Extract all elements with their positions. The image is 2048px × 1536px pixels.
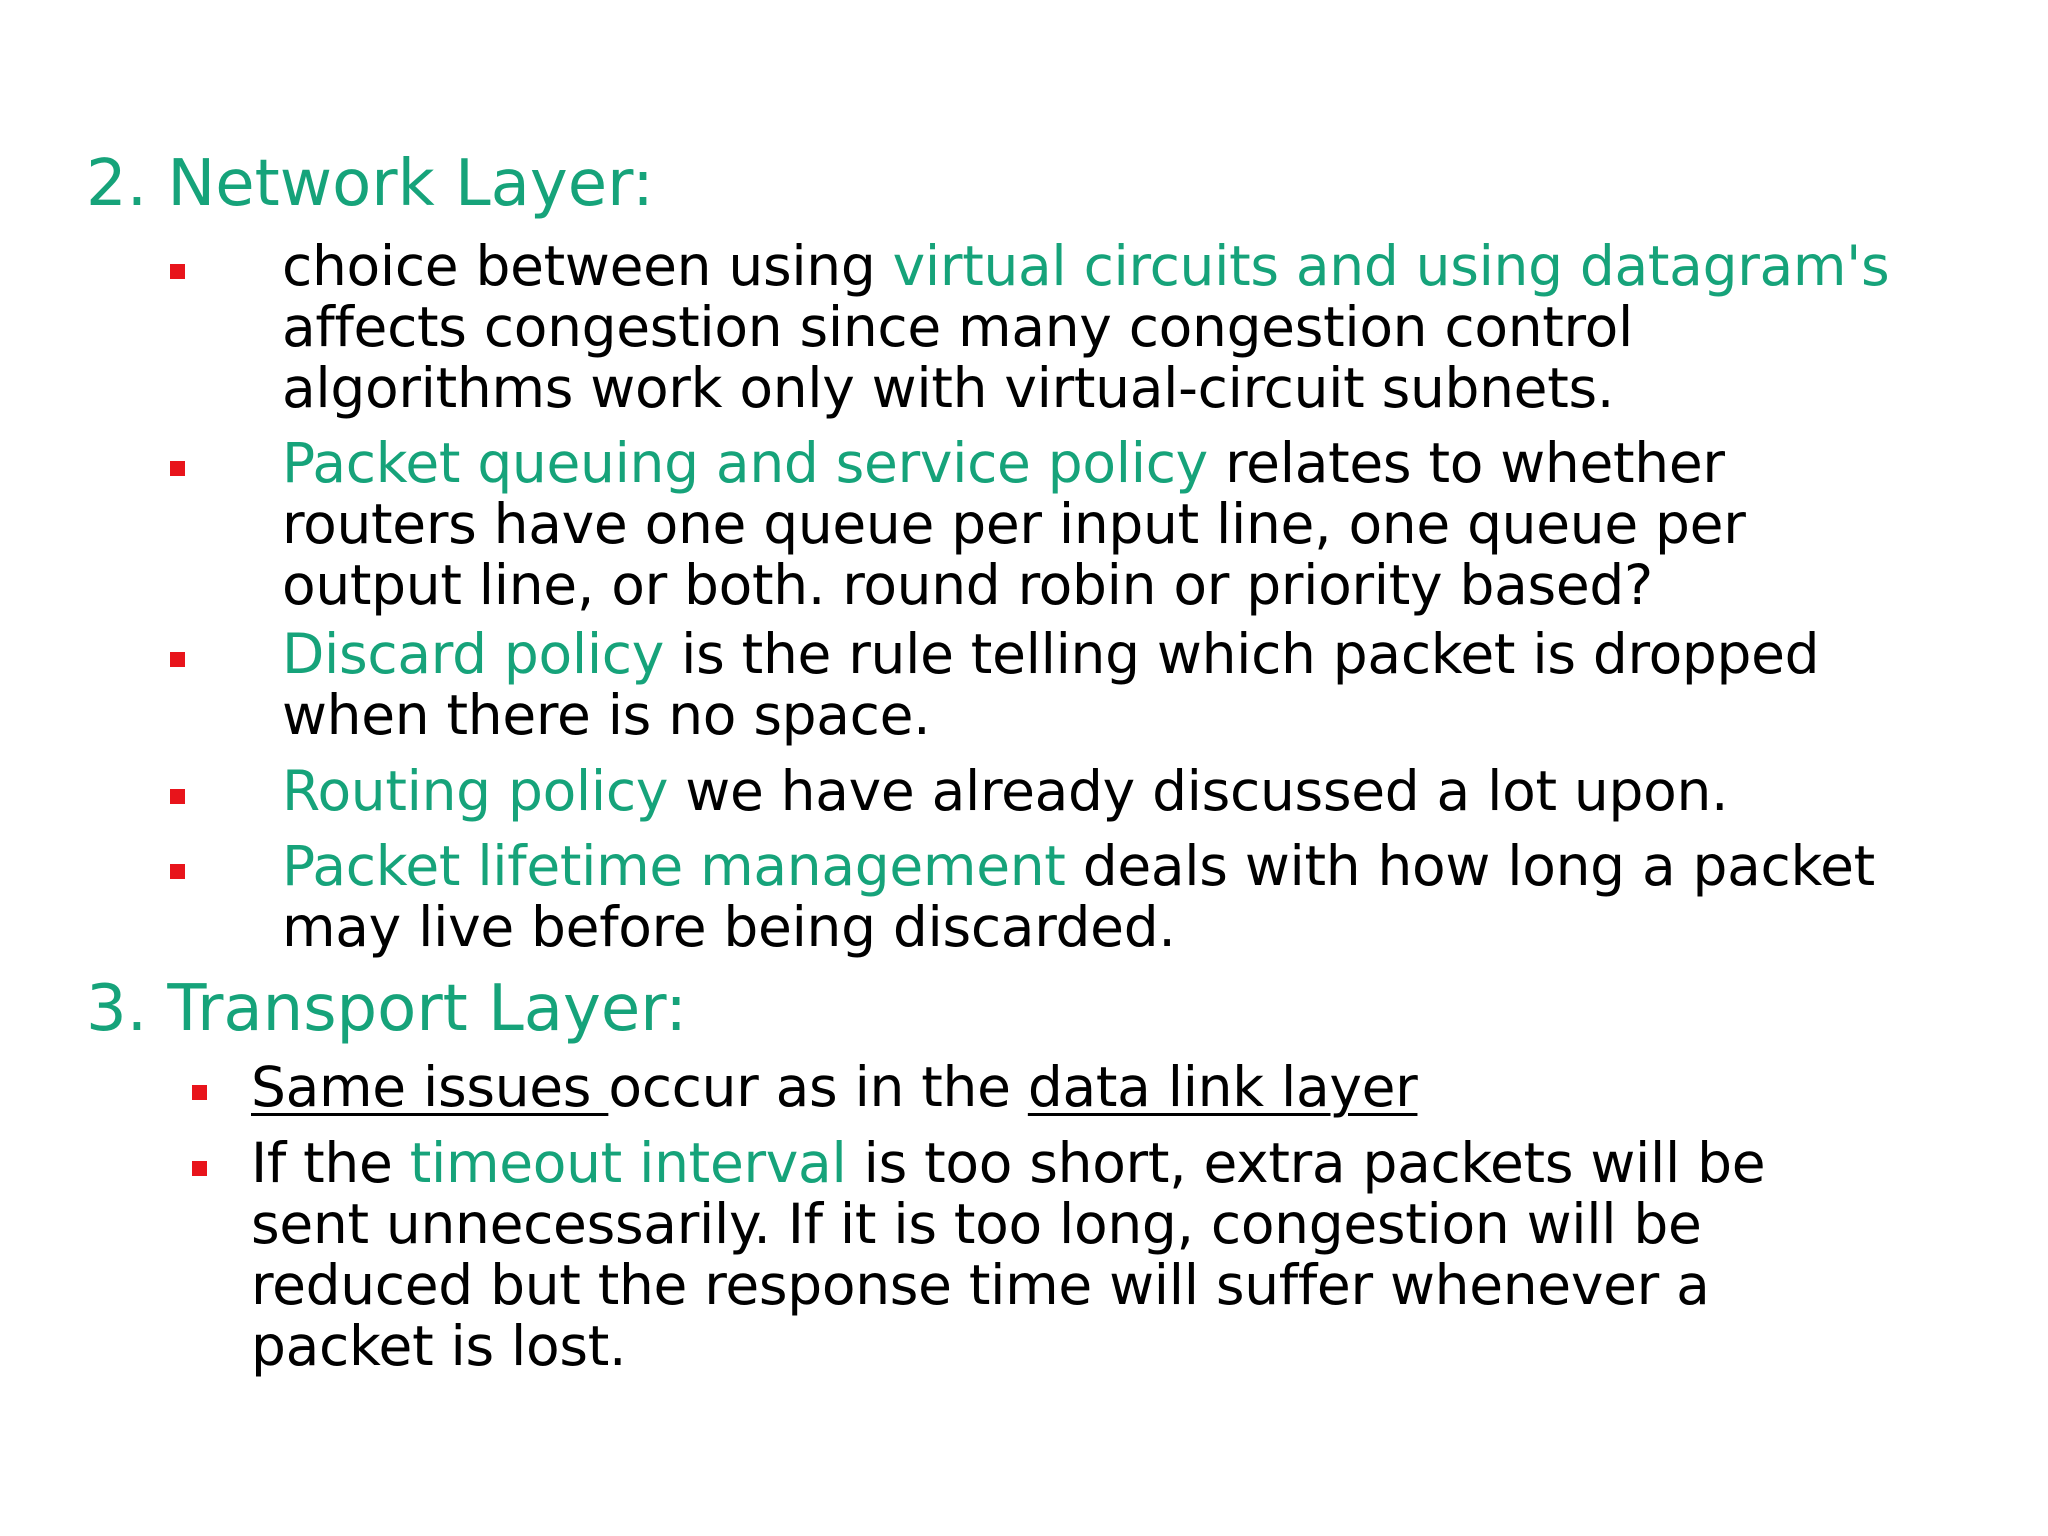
text-line: [282, 836, 1875, 897]
text-line: [282, 236, 1889, 297]
body-text: is too short, extra packets will be: [846, 1131, 1766, 1195]
body-text: sent unnecessarily. If it is too long, congestion will be: [251, 1192, 1702, 1256]
network-bullet-item: [282, 433, 1746, 616]
transport-layer-heading: 3. Transport Layer:: [86, 972, 687, 1046]
network-bullet-item: [282, 624, 1819, 746]
highlighted-term: Packet queuing and service policy: [282, 431, 1208, 495]
text-line: [251, 1316, 1765, 1377]
body-text: is the rule telling which packet is dropped: [663, 622, 1820, 686]
highlighted-term: Routing policy: [282, 759, 669, 823]
red-square-bullet-icon: [170, 461, 185, 476]
red-square-bullet-icon: [192, 1085, 207, 1100]
text-line: [251, 1057, 1417, 1118]
red-square-bullet-icon: [170, 652, 185, 667]
text-line: [251, 1194, 1765, 1255]
body-text: we have already discussed a lot upon.: [668, 759, 1729, 823]
text-line: [251, 1255, 1765, 1316]
body-text: If the: [251, 1131, 410, 1195]
text-line: [282, 897, 1875, 958]
text-line: [282, 358, 1889, 419]
body-text: deals with how long a packet: [1065, 834, 1875, 898]
highlighted-term: timeout interval: [409, 1131, 847, 1195]
underlined-text: Same issues: [251, 1055, 609, 1119]
underlined-text: data link layer: [1027, 1055, 1418, 1119]
body-text: may live before being discarded.: [282, 895, 1176, 959]
text-line: [282, 297, 1889, 358]
highlighted-term: Packet lifetime management: [282, 834, 1066, 898]
transport-bullet-item: [251, 1057, 1417, 1118]
network-layer-heading: 2. Network Layer:: [86, 147, 654, 221]
body-text: when there is no space.: [282, 683, 931, 747]
network-bullet-item: [282, 761, 1728, 822]
body-text: packet is lost.: [251, 1314, 627, 1378]
body-text: choice between using: [282, 234, 893, 298]
highlighted-term: Discard policy: [282, 622, 664, 686]
transport-bullet-item: [251, 1133, 1765, 1377]
body-text: affects congestion since many congestion control: [282, 295, 1633, 359]
body-text: occur as in the: [608, 1055, 1028, 1119]
red-square-bullet-icon: [192, 1161, 207, 1176]
text-line: [251, 1133, 1765, 1194]
network-bullet-item: [282, 236, 1889, 419]
red-square-bullet-icon: [170, 264, 185, 279]
text-line: [282, 433, 1746, 494]
text-line: [282, 555, 1746, 616]
body-text: output line, or both. round robin or priority based?: [282, 553, 1653, 617]
text-line: [282, 685, 1819, 746]
text-line: [282, 624, 1819, 685]
body-text: reduced but the response time will suffer whenever a: [251, 1253, 1710, 1317]
red-square-bullet-icon: [170, 789, 185, 804]
body-text: algorithms work only with virtual-circuit subnets.: [282, 356, 1615, 420]
red-square-bullet-icon: [170, 864, 185, 879]
body-text: relates to whether: [1207, 431, 1725, 495]
body-text: routers have one queue per input line, one queue per: [282, 492, 1746, 556]
network-bullet-item: [282, 836, 1875, 958]
text-line: [282, 494, 1746, 555]
text-line: [282, 761, 1728, 822]
highlighted-term: virtual circuits and using datagram's: [892, 234, 1890, 298]
